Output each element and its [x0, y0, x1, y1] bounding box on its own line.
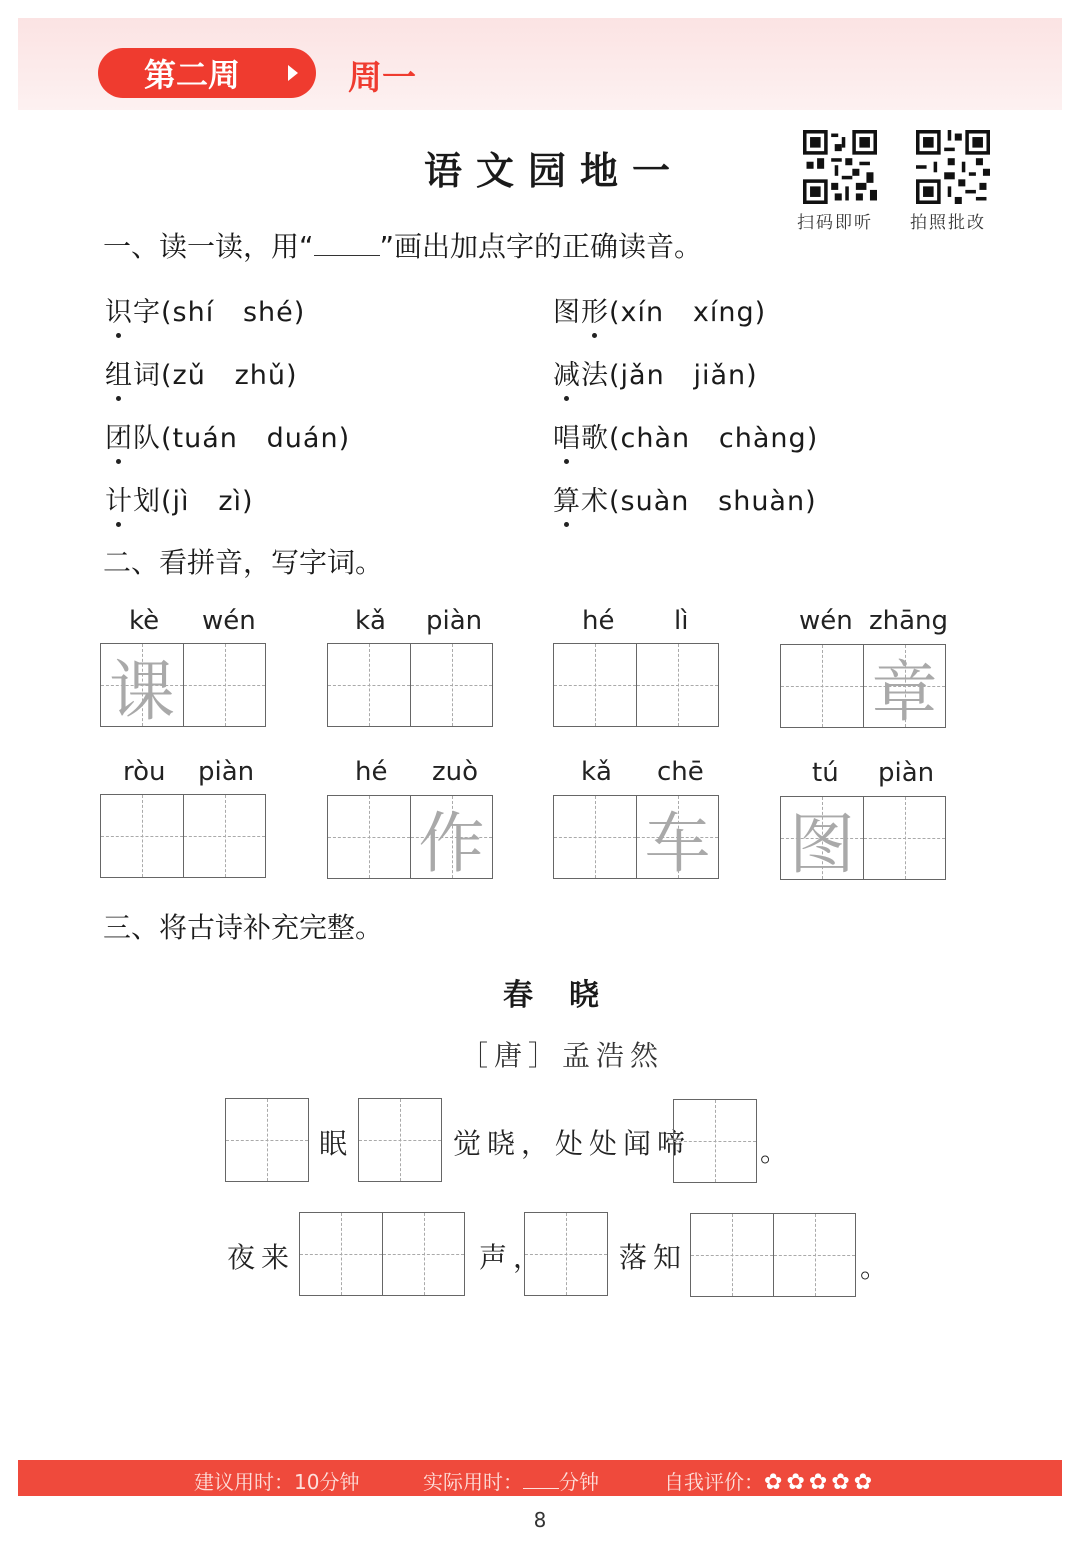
writing-grid: [780, 644, 946, 731]
poem-text: 落知: [619, 1241, 688, 1274]
qr-label-grade: 拍照批改: [910, 213, 986, 233]
section1-heading-pre: 一、读一读，用“: [103, 230, 314, 263]
write-cell[interactable]: [359, 1099, 441, 1181]
hint-char: [184, 644, 265, 726]
section1-heading-post: ”画出加点字的正确读音。: [379, 230, 703, 263]
footer-bar: [18, 1460, 1062, 1496]
option-a[interactable]: xín: [620, 297, 665, 328]
reading-item: 算 术(suàn shuàn): [553, 479, 817, 518]
write-cell[interactable]: [226, 1099, 308, 1181]
pinyin: tú: [812, 758, 839, 788]
hint-char: [328, 796, 410, 878]
option-a[interactable]: shí: [172, 297, 215, 328]
dotted-char: 唱: [553, 423, 581, 454]
write-cell[interactable]: [101, 644, 183, 730]
poem-grid: [673, 1099, 757, 1183]
write-cell[interactable]: [183, 644, 265, 726]
writing-grid: [100, 794, 266, 878]
day-label: 周一: [348, 58, 416, 98]
write-cell[interactable]: [636, 644, 718, 726]
write-cell[interactable]: [382, 1213, 464, 1295]
write-cell[interactable]: [636, 796, 718, 882]
dotted-char: 算: [553, 486, 581, 517]
suggested-time: 建议用时：10分钟: [194, 1470, 360, 1494]
emphasis-dot: [564, 459, 569, 464]
emphasis-dot: [564, 522, 569, 527]
pinyin: ròu: [123, 757, 166, 787]
hint-char: 课: [109, 652, 175, 730]
write-cell[interactable]: [183, 795, 265, 877]
pill-arrow-icon: [288, 65, 298, 81]
pinyin: chē: [657, 757, 704, 787]
dotted-char: 组: [105, 360, 133, 391]
write-cell[interactable]: [410, 644, 492, 726]
write-cell[interactable]: [554, 796, 636, 878]
pinyin: zuò: [432, 757, 479, 787]
writing-grid: [553, 643, 719, 727]
write-cell[interactable]: [554, 644, 636, 726]
write-cell[interactable]: [863, 645, 945, 731]
poem-grid: [225, 1098, 309, 1182]
star-icon[interactable]: ✿: [853, 1470, 873, 1495]
emphasis-dot: [592, 333, 597, 338]
option-b[interactable]: zì: [218, 486, 242, 517]
write-cell[interactable]: [863, 797, 945, 879]
writing-grid: [327, 643, 493, 727]
option-a[interactable]: suàn: [620, 486, 690, 517]
reading-item: 唱 歌(chàn chàng): [553, 416, 818, 455]
emphasis-dot: [116, 396, 121, 401]
option-b[interactable]: shé: [242, 297, 294, 328]
self-eval: 自我评价：✿ ✿ ✿ ✿ ✿: [664, 1470, 873, 1495]
section2-heading: 二、看拼音，写字词。: [103, 546, 384, 579]
pinyin: piàn: [878, 758, 935, 788]
option-a[interactable]: jǎn: [620, 360, 665, 391]
write-cell[interactable]: [525, 1213, 607, 1295]
dotted-char: 形: [581, 297, 609, 328]
reading-item: 减 法(jǎn jiǎn): [553, 353, 758, 392]
option-b[interactable]: jiǎn: [693, 360, 747, 391]
writing-grid: [327, 795, 493, 882]
reading-item: 图形 (xín xíng): [553, 290, 766, 329]
poem-title: 春晓: [503, 978, 635, 1013]
option-b[interactable]: shuàn: [718, 486, 806, 517]
reading-item: 团 队(tuán duán): [105, 416, 350, 455]
option-a[interactable]: zǔ: [172, 360, 206, 391]
write-cell[interactable]: [410, 796, 492, 882]
star-icon[interactable]: ✿: [764, 1470, 783, 1495]
underline-sample: [314, 233, 380, 256]
option-b[interactable]: chàng: [718, 423, 807, 454]
qr-code-listen-icon[interactable]: [803, 130, 877, 204]
pinyin: hé: [582, 606, 615, 636]
poem-text: 眠: [319, 1127, 354, 1160]
pinyin: hé: [355, 757, 388, 787]
dotted-char: 识: [105, 297, 133, 328]
reading-item: 组 词(zǔ zhǔ): [105, 353, 298, 392]
write-cell[interactable]: [781, 645, 863, 727]
week-badge: [98, 48, 316, 98]
write-cell[interactable]: [300, 1213, 382, 1295]
hint-char: [864, 797, 945, 879]
pinyin: wén: [799, 606, 853, 636]
write-cell[interactable]: [101, 795, 183, 877]
qr-label-listen: 扫码即听: [797, 213, 873, 233]
pinyin: wén: [202, 606, 256, 636]
hint-char: 车: [644, 804, 711, 882]
actual-time-blank[interactable]: [523, 1470, 559, 1489]
pinyin: kǎ: [355, 606, 386, 636]
poem-text: 觉晓，处处闻啼: [453, 1127, 692, 1160]
pinyin: piàn: [426, 606, 483, 636]
hint-char: [554, 796, 636, 878]
emphasis-dot: [116, 459, 121, 464]
poem-grid: [690, 1213, 856, 1297]
hint-char: 章: [871, 653, 938, 731]
poem-text: 。: [760, 1135, 795, 1168]
hint-char: [781, 645, 863, 727]
dotted-char: 计: [105, 486, 133, 517]
writing-grid: [553, 795, 719, 882]
poem-author: ［唐］孟浩然: [460, 1039, 665, 1072]
hint-char: 图: [789, 805, 855, 883]
poem-text: 。: [860, 1251, 895, 1284]
poem-grid: [524, 1212, 608, 1296]
section3-heading: 三、将古诗补充完整。: [103, 911, 384, 944]
actual-time: 实际用时： 分钟: [423, 1470, 599, 1494]
page-title: 语文园地一: [423, 148, 684, 193]
emphasis-dot: [116, 522, 121, 527]
hint-char: 作: [418, 804, 485, 882]
poem-grid: [358, 1098, 442, 1182]
write-cell[interactable]: [773, 1214, 855, 1296]
pinyin: lì: [674, 606, 689, 636]
write-cell[interactable]: [781, 797, 863, 883]
write-cell[interactable]: [328, 796, 410, 878]
pinyin: zhāng: [869, 606, 949, 636]
write-cell[interactable]: [674, 1100, 756, 1182]
poem-text: 夜来: [227, 1241, 296, 1274]
pinyin: kè: [129, 606, 160, 636]
star-icon[interactable]: ✿: [831, 1470, 850, 1495]
page-number: 8: [533, 1508, 547, 1532]
emphasis-dot: [116, 333, 121, 338]
pinyin: kǎ: [581, 757, 612, 787]
reading-item: 计 划(jì zì): [105, 479, 254, 518]
emphasis-dot: [564, 396, 569, 401]
week-label: 第二周: [144, 56, 241, 94]
qr-code-grade-icon[interactable]: [916, 130, 990, 204]
section1-heading: [103, 225, 702, 265]
star-icon[interactable]: ✿: [808, 1470, 828, 1495]
pinyin: piàn: [198, 757, 255, 787]
write-cell[interactable]: [691, 1214, 773, 1296]
option-b[interactable]: xíng: [692, 297, 755, 328]
option-b[interactable]: zhǔ: [234, 360, 286, 391]
writing-grid: [100, 643, 266, 730]
option-a[interactable]: chàn: [620, 423, 691, 454]
write-cell[interactable]: [328, 644, 410, 726]
option-a[interactable]: jì: [172, 486, 190, 517]
dotted-char: 团: [105, 423, 133, 454]
dotted-char: 减: [553, 360, 581, 391]
option-b[interactable]: duán: [266, 423, 339, 454]
poem-text: 声，: [479, 1241, 548, 1274]
option-a[interactable]: tuán: [172, 423, 238, 454]
star-icon[interactable]: ✿: [786, 1470, 805, 1495]
writing-grid: [780, 796, 946, 883]
reading-item: 识 字(shí shé): [105, 290, 305, 329]
poem-grid: [299, 1212, 465, 1296]
